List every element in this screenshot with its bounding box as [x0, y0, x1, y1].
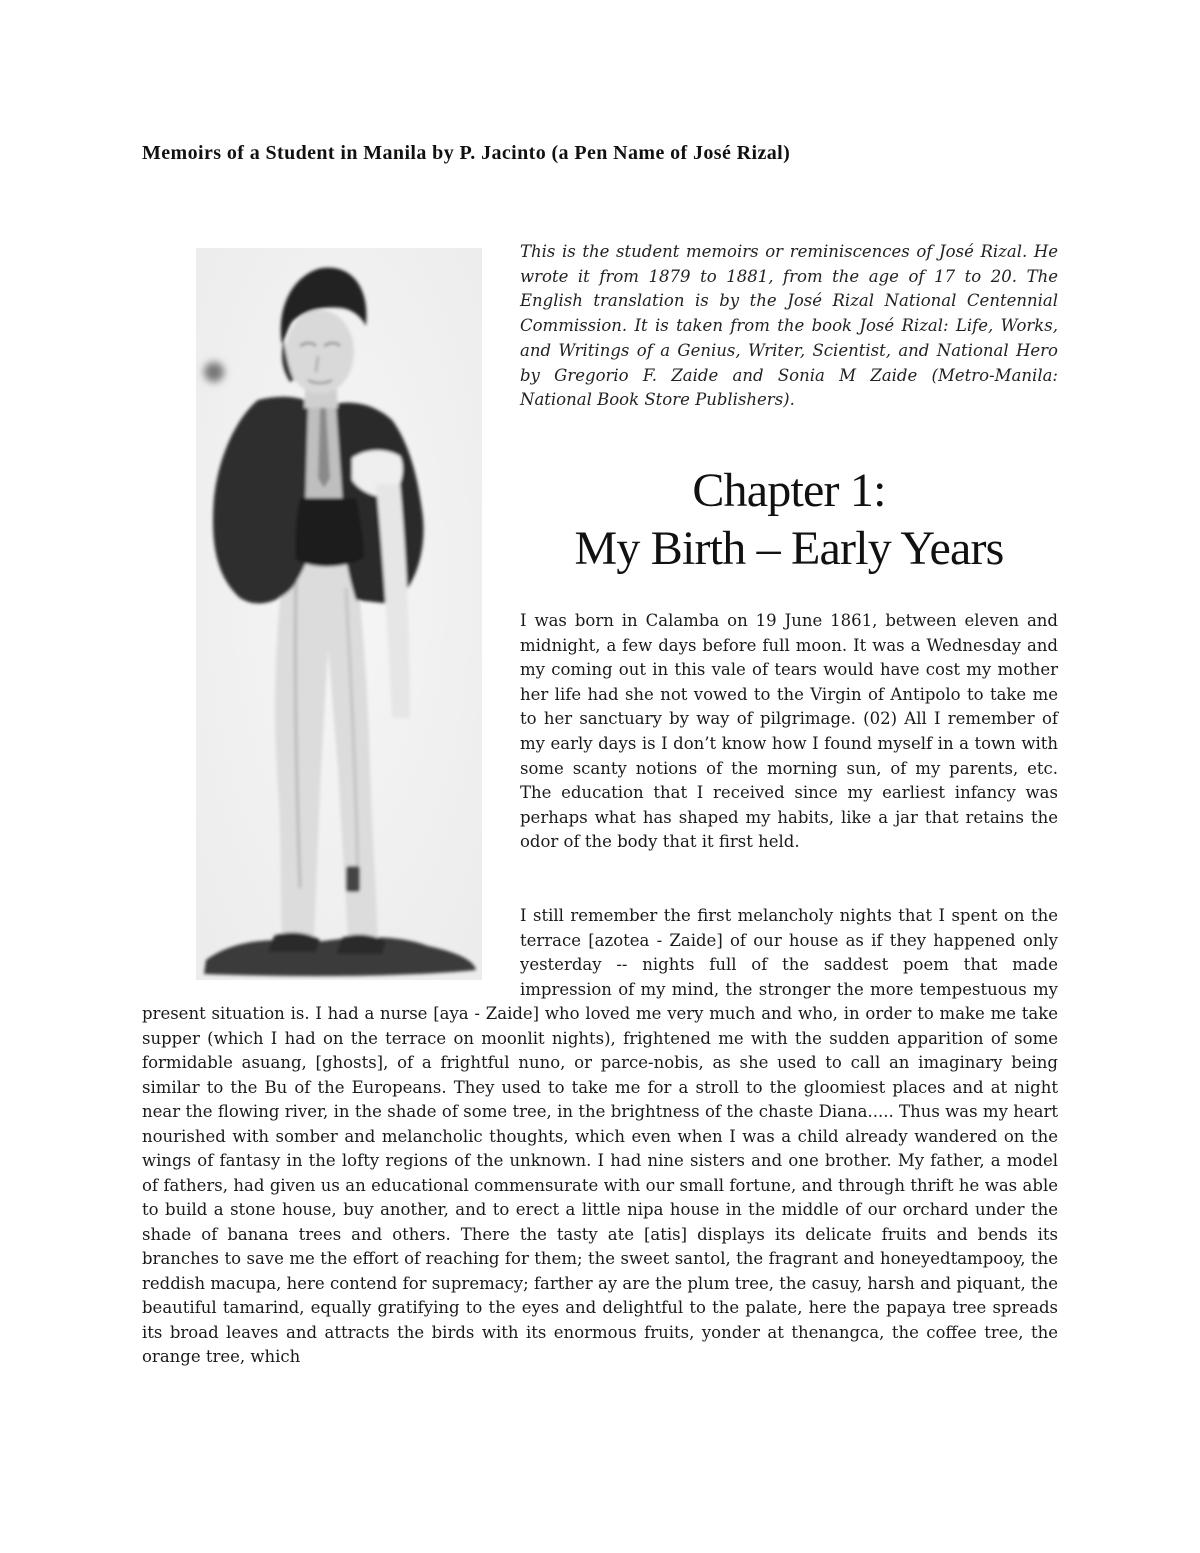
body-paragraph-2 — [142, 904, 1058, 1370]
body-paragraph-1: I was born in Calamba on 19 June 1861, between eleven and midnight, a few days before full moon. It was a Wednesday and my coming out in this vale of tears would have cost my mother her life had she not vowed to the Virgin of Antipolo to take me to her sanctuary by way of pilgrimage. (02) All I remember of my early days is I don’t know how I found myself in a town with some scanty notions of the morning sun, of my parents, etc. The education that I received since my earliest infancy was perhaps what has shaped my habits, like a jar that retains the odor of the body that it first held. — [520, 611, 1058, 852]
page-title: Memoirs of a Student in Manila by P. Jacinto (a Pen Name of José Rizal) — [142, 142, 791, 164]
body-paragraph-2-text: I still remember the first melancholy nights that I spent on the terrace [azotea - Zaide] of our house as if they happened only yesterday -- nights full of the saddest poem that made impression of my mind, the stronger the more tempestuous my present situation is. I had a nurse [aya - Zaide] who loved me very much and who, in order to make me take supper (which I had on the terrace on moonlit nights), frightened me with the sudden apparition of some formidable asuang, [ghosts], of a frightful nuno, or parce-nobis, as she used to call an imaginary being similar to the Bu of the Europeans. They used to take me for a stroll to the gloomiest places and at night near the flowing river, in the shade of some tree, in the brightness of the chaste Diana..... Thus was my heart nourished with somber and melancholic thoughts, which even when I was a child already wandered on the wings of fantasy in the lofty regions of the unknown. I had nine sisters and one brother. My father, a model of fathers, had given us an educational commensurate with our small fortune, and through thrift he was able to build a stone house, buy another, and to erect a little nipa house in the middle of our orchard under the shade of banana trees and others. There the tasty ate [atis] displays its delicate fruits and bends its branches to save me the effort of reaching for them; the sweet santol, the fragrant and honeyedtampooy, the reddish macupa, here contend for supremacy; farther ay are the plum tree, the casuy, harsh and piquant, the beautiful tamarind, equally gratifying to the eyes and delightful to the palate, here the papaya tree spreads its broad leaves and attracts the birds with its enormous fruits, yonder at thenangca, the coffee tree, the orange tree, which — [142, 906, 1058, 1366]
intro-note: This is the student memoirs or reminiscences of José Rizal. He wrote it from 1879 to 1881, from the age of 17 to 20. The English translation is by the José Rizal National Centennial Commission. It is taken from the book José Rizal: Life, Works, and Writings of a Genius, Writer, Scientist, and National Hero by Gregorio F. Zaide and Sonia M Zaide (Metro-Manila: National Book Store Publishers). — [520, 242, 1058, 410]
chapter-title-line-1: Chapter 1: — [692, 464, 886, 517]
chapter-title — [516, 462, 1062, 578]
chapter-title-line-2: My Birth – Early Years — [574, 522, 1004, 575]
portrait-photo — [196, 248, 482, 980]
